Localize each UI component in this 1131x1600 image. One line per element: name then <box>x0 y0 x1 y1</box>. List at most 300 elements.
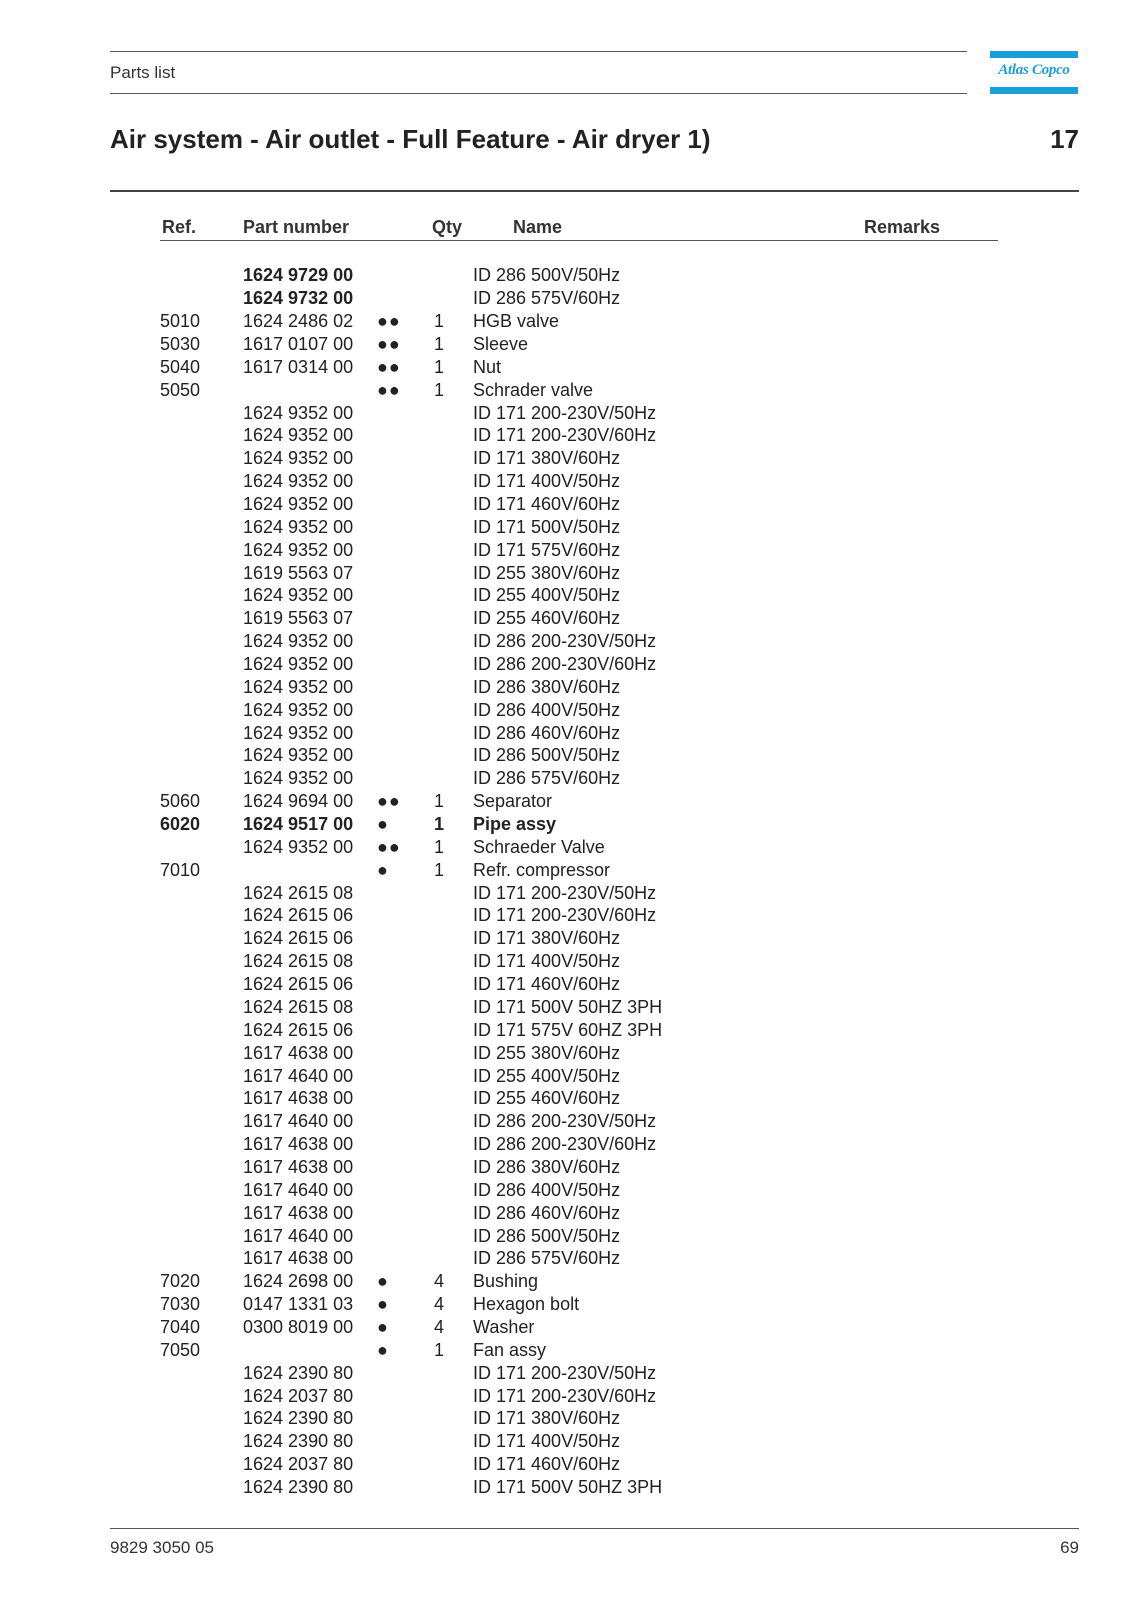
qty-cell <box>434 1407 473 1430</box>
qty-cell <box>434 996 473 1019</box>
marker-cell: ● <box>377 1316 389 1337</box>
name-cell: Refr. compressor <box>473 859 611 880</box>
remarks-cell <box>823 698 973 721</box>
marker-cell <box>377 721 434 744</box>
remarks-cell <box>823 1041 973 1064</box>
marker-cell <box>377 904 434 927</box>
section-label: Parts list <box>110 63 176 82</box>
ref-cell: 7030 <box>160 1294 201 1315</box>
name-cell: ID 286 500V/50Hz <box>473 745 621 766</box>
ref-cell <box>160 653 243 676</box>
qty-cell <box>434 264 473 287</box>
qty-cell <box>434 1247 473 1270</box>
ref-cell <box>160 881 243 904</box>
qty-cell <box>434 927 473 950</box>
qty-cell <box>434 493 473 516</box>
marker-cell <box>377 1224 434 1247</box>
marker-cell: ●● <box>377 334 401 354</box>
part-number-cell <box>243 858 377 881</box>
table-row <box>160 1338 973 1361</box>
table-row <box>160 698 973 721</box>
ref-cell <box>160 1453 243 1476</box>
table-row <box>160 333 973 356</box>
name-cell: ID 171 400V/50Hz <box>473 471 621 492</box>
name-cell: Nut <box>473 356 502 377</box>
table-row <box>160 721 973 744</box>
qty-cell <box>434 630 473 653</box>
remarks-cell <box>823 858 973 881</box>
qty-cell <box>434 904 473 927</box>
qty-cell <box>434 584 473 607</box>
table-row <box>160 538 973 561</box>
table-row <box>160 1293 973 1316</box>
ref-cell <box>160 1064 243 1087</box>
part-number-cell: 1624 9517 00 <box>243 814 354 835</box>
remarks-cell <box>823 264 973 287</box>
marker-cell: ●● <box>377 836 401 857</box>
part-number-cell: 1624 9352 00 <box>243 654 354 675</box>
remarks-cell <box>823 447 973 470</box>
ref-cell <box>160 835 243 858</box>
ref-cell <box>160 630 243 653</box>
ref-cell <box>160 1133 243 1156</box>
ref-cell <box>160 950 243 973</box>
ref-cell <box>160 264 243 287</box>
marker-cell <box>377 515 434 538</box>
part-number-cell: 1617 0314 00 <box>243 356 354 377</box>
part-number-cell: 1624 2037 80 <box>243 1454 354 1475</box>
part-number-cell: 1624 2037 80 <box>243 1385 354 1406</box>
name-cell: ID 286 200-230V/50Hz <box>473 1111 657 1132</box>
ref-cell <box>160 1224 243 1247</box>
qty-cell <box>434 287 473 310</box>
column-header-remarks: Remarks <box>864 217 941 237</box>
table-row <box>160 401 973 424</box>
table-row <box>160 790 973 813</box>
name-cell: ID 255 400V/50Hz <box>473 1065 621 1086</box>
part-number-cell: 1617 4638 00 <box>243 1088 354 1109</box>
ref-cell <box>160 1384 243 1407</box>
name-cell: ID 286 380V/60Hz <box>473 1156 621 1177</box>
table-row <box>160 515 973 538</box>
ref-cell <box>160 607 243 630</box>
marker-cell: ● <box>377 1294 389 1315</box>
name-cell: ID 286 575V/60Hz <box>473 1248 621 1269</box>
qty-cell <box>434 1361 473 1384</box>
table-row <box>160 1087 973 1110</box>
remarks-cell <box>823 996 973 1019</box>
table-row <box>160 1178 973 1201</box>
qty-cell: 1 <box>434 1339 445 1360</box>
part-number-cell: 1624 2615 06 <box>243 974 354 995</box>
marker-cell: ●● <box>377 311 401 332</box>
name-cell: ID 286 200-230V/60Hz <box>473 654 657 675</box>
table-row <box>160 927 973 950</box>
name-cell: ID 171 500V 50HZ 3PH <box>473 996 663 1017</box>
marker-cell <box>377 264 434 287</box>
qty-cell <box>434 1453 473 1476</box>
remarks-cell <box>823 310 973 333</box>
remarks-cell <box>823 493 973 516</box>
qty-cell <box>434 1064 473 1087</box>
remarks-cell <box>823 1407 973 1430</box>
remarks-cell <box>823 1384 973 1407</box>
ref-cell <box>160 996 243 1019</box>
table-row <box>160 607 973 630</box>
logo-band-top <box>990 51 1078 58</box>
qty-cell <box>434 973 473 996</box>
ref-cell: 5040 <box>160 356 201 377</box>
qty-cell <box>434 1133 473 1156</box>
column-header-name: Name <box>513 217 563 237</box>
marker-cell <box>377 1133 434 1156</box>
remarks-cell <box>823 401 973 424</box>
marker-cell <box>377 767 434 790</box>
table-row <box>160 1133 973 1156</box>
name-cell: ID 171 200-230V/60Hz <box>473 425 657 446</box>
qty-cell <box>434 447 473 470</box>
ref-cell <box>160 1201 243 1224</box>
part-number-cell: 1624 9352 00 <box>243 425 354 446</box>
remarks-cell <box>823 1224 973 1247</box>
marker-cell <box>377 1476 434 1499</box>
marker-cell <box>377 881 434 904</box>
remarks-cell <box>823 1064 973 1087</box>
table-row <box>160 835 973 858</box>
name-cell: ID 255 380V/60Hz <box>473 1042 621 1063</box>
name-cell: Pipe assy <box>473 814 557 835</box>
remarks-cell <box>823 767 973 790</box>
remarks-cell <box>823 1133 973 1156</box>
section-number: 17 <box>1050 124 1079 154</box>
column-header-rule <box>160 240 998 241</box>
name-cell: ID 286 575V/60Hz <box>473 288 621 309</box>
table-row <box>160 996 973 1019</box>
table-row <box>160 447 973 470</box>
name-cell: ID 255 400V/50Hz <box>473 585 621 606</box>
part-number-cell: 1624 2390 80 <box>243 1408 354 1429</box>
title-rule <box>110 190 1079 192</box>
qty-cell <box>434 470 473 493</box>
table-row <box>160 1384 973 1407</box>
ref-cell <box>160 401 243 424</box>
marker-cell <box>377 950 434 973</box>
remarks-cell <box>823 1338 973 1361</box>
logo-wordmark: Atlas Copco <box>998 62 1070 78</box>
page-title: Air system - Air outlet - Full Feature - Air dryer 1) <box>110 124 711 154</box>
part-number-cell: 1617 4638 00 <box>243 1134 354 1155</box>
atlas-copco-logo <box>990 51 1078 94</box>
ref-cell <box>160 493 243 516</box>
part-number-cell: 1624 9352 00 <box>243 516 354 537</box>
qty-cell <box>434 1430 473 1453</box>
remarks-cell <box>823 538 973 561</box>
qty-cell <box>434 1110 473 1133</box>
qty-cell <box>434 1087 473 1110</box>
name-cell: ID 286 500V/50Hz <box>473 1225 621 1246</box>
ref-cell <box>160 1110 243 1133</box>
part-number-cell: 1624 9732 00 <box>243 288 354 309</box>
marker-cell <box>377 744 434 767</box>
part-number-cell: 1624 2615 06 <box>243 905 354 926</box>
ref-cell: 6020 <box>160 814 201 835</box>
part-number-cell: 1624 9352 00 <box>243 836 354 857</box>
qty-cell: 1 <box>434 859 445 880</box>
ref-cell <box>160 538 243 561</box>
qty-cell <box>434 538 473 561</box>
part-number-cell: 1624 9352 00 <box>243 768 354 789</box>
part-number-cell: 1624 9352 00 <box>243 539 354 560</box>
remarks-cell <box>823 470 973 493</box>
marker-cell <box>377 1361 434 1384</box>
ref-cell <box>160 927 243 950</box>
marker-cell <box>377 287 434 310</box>
marker-cell <box>377 1156 434 1179</box>
remarks-cell <box>823 790 973 813</box>
parts-table <box>160 264 973 1498</box>
part-number-cell: 1624 9352 00 <box>243 745 354 766</box>
part-number-cell: 1617 4640 00 <box>243 1111 354 1132</box>
part-number-cell: 1624 9352 00 <box>243 402 354 423</box>
table-row <box>160 653 973 676</box>
ref-cell: 5030 <box>160 334 201 354</box>
table-row <box>160 1316 973 1339</box>
marker-cell <box>377 607 434 630</box>
ref-cell <box>160 1407 243 1430</box>
ref-cell <box>160 744 243 767</box>
marker-cell <box>377 973 434 996</box>
qty-cell <box>434 950 473 973</box>
name-cell: ID 171 460V/60Hz <box>473 494 621 515</box>
marker-cell <box>377 698 434 721</box>
marker-cell <box>377 927 434 950</box>
ref-cell: 7050 <box>160 1339 201 1360</box>
ref-cell <box>160 675 243 698</box>
qty-cell <box>434 675 473 698</box>
marker-cell <box>377 1087 434 1110</box>
ref-cell <box>160 470 243 493</box>
column-header-qty: Qty <box>432 217 463 237</box>
remarks-cell <box>823 1087 973 1110</box>
document-number: 9829 3050 05 <box>110 1538 214 1557</box>
part-number-cell: 1617 4638 00 <box>243 1156 354 1177</box>
ref-cell <box>160 1361 243 1384</box>
table-row <box>160 264 973 287</box>
marker-cell <box>377 1384 434 1407</box>
ref-cell <box>160 1476 243 1499</box>
part-number-cell: 1617 4640 00 <box>243 1225 354 1246</box>
part-number-cell: 1624 9352 00 <box>243 494 354 515</box>
name-cell: ID 171 500V/50Hz <box>473 516 621 537</box>
qty-cell: 1 <box>434 356 445 377</box>
name-cell: ID 286 200-230V/60Hz <box>473 1134 657 1155</box>
table-row <box>160 493 973 516</box>
qty-cell <box>434 561 473 584</box>
ref-cell <box>160 1156 243 1179</box>
name-cell: Schrader valve <box>473 379 594 400</box>
table-row <box>160 378 973 401</box>
marker-cell <box>377 1018 434 1041</box>
remarks-cell <box>823 653 973 676</box>
name-cell: ID 286 575V/60Hz <box>473 768 621 789</box>
part-number-cell: 1624 9352 00 <box>243 722 354 743</box>
name-cell: ID 171 575V/60Hz <box>473 539 621 560</box>
table-row <box>160 1270 973 1293</box>
name-cell: Hexagon bolt <box>473 1294 580 1315</box>
marker-cell: ● <box>377 1339 389 1360</box>
ref-cell <box>160 1247 243 1270</box>
ref-cell <box>160 447 243 470</box>
name-cell: ID 286 400V/50Hz <box>473 1179 621 1200</box>
part-number-cell: 1624 2698 00 <box>243 1271 354 1292</box>
marker-cell: ●● <box>377 356 401 377</box>
ref-cell: 7040 <box>160 1316 201 1337</box>
table-row <box>160 1041 973 1064</box>
name-cell: ID 171 200-230V/50Hz <box>473 402 657 423</box>
remarks-cell <box>823 1018 973 1041</box>
marker-cell <box>377 1041 434 1064</box>
table-row <box>160 1476 973 1499</box>
qty-cell <box>434 424 473 447</box>
part-number-cell: 1624 9352 00 <box>243 585 354 606</box>
qty-cell <box>434 881 473 904</box>
marker-cell <box>377 538 434 561</box>
name-cell: ID 286 500V/50Hz <box>473 265 621 286</box>
remarks-cell <box>823 744 973 767</box>
part-number-cell: 1624 9352 00 <box>243 631 354 652</box>
name-cell: HGB valve <box>473 311 560 332</box>
remarks-cell <box>823 1453 973 1476</box>
part-number-cell: 1624 2615 08 <box>243 882 354 903</box>
table-row <box>160 1064 973 1087</box>
remarks-cell <box>823 1270 973 1293</box>
remarks-cell <box>823 1178 973 1201</box>
part-number-cell: 1617 4638 00 <box>243 1202 354 1223</box>
ref-cell <box>160 767 243 790</box>
marker-cell <box>377 1430 434 1453</box>
qty-cell <box>434 767 473 790</box>
name-cell: ID 171 380V/60Hz <box>473 1408 621 1429</box>
part-number-cell: 1624 9694 00 <box>243 791 354 812</box>
remarks-cell <box>823 1293 973 1316</box>
name-cell: ID 171 460V/60Hz <box>473 974 621 995</box>
name-cell: ID 171 200-230V/50Hz <box>473 1362 657 1383</box>
marker-cell <box>377 630 434 653</box>
part-number-cell: 1624 9729 00 <box>243 265 354 286</box>
name-cell: ID 171 200-230V/50Hz <box>473 882 657 903</box>
marker-cell <box>377 1247 434 1270</box>
footer-rule <box>110 1528 1079 1529</box>
remarks-cell <box>823 515 973 538</box>
qty-cell: 1 <box>434 836 445 857</box>
qty-cell <box>434 515 473 538</box>
part-number-cell: 1624 9352 00 <box>243 676 354 697</box>
table-row <box>160 470 973 493</box>
name-cell: ID 255 460V/60Hz <box>473 1088 621 1109</box>
parts-table-body <box>160 264 973 1498</box>
table-row <box>160 1224 973 1247</box>
qty-cell <box>434 721 473 744</box>
qty-cell: 4 <box>434 1271 445 1292</box>
marker-cell <box>377 996 434 1019</box>
name-cell: ID 171 200-230V/60Hz <box>473 1385 657 1406</box>
part-number-cell: 1617 0107 00 <box>243 334 354 354</box>
remarks-cell <box>823 950 973 973</box>
part-number-cell: 1624 2615 06 <box>243 928 354 949</box>
marker-cell <box>377 1178 434 1201</box>
remarks-cell <box>823 927 973 950</box>
part-number-cell: 1624 9352 00 <box>243 448 354 469</box>
marker-cell <box>377 561 434 584</box>
qty-cell: 1 <box>434 379 445 400</box>
qty-cell: 4 <box>434 1316 445 1337</box>
name-cell: ID 171 380V/60Hz <box>473 448 621 469</box>
marker-cell <box>377 584 434 607</box>
name-cell: ID 171 460V/60Hz <box>473 1454 621 1475</box>
remarks-cell <box>823 721 973 744</box>
name-cell: Fan assy <box>473 1339 547 1360</box>
qty-cell <box>434 401 473 424</box>
table-row <box>160 1430 973 1453</box>
ref-cell <box>160 1430 243 1453</box>
qty-cell <box>434 1224 473 1247</box>
ref-cell <box>160 973 243 996</box>
name-cell: ID 171 380V/60Hz <box>473 928 621 949</box>
remarks-cell <box>823 1316 973 1339</box>
remarks-cell <box>823 630 973 653</box>
marker-cell <box>377 447 434 470</box>
column-header-ref: Ref. <box>162 217 197 237</box>
name-cell: Washer <box>473 1316 535 1337</box>
table-row <box>160 584 973 607</box>
name-cell: ID 286 380V/60Hz <box>473 676 621 697</box>
qty-cell <box>434 1178 473 1201</box>
part-number-cell: 1624 9352 00 <box>243 699 354 720</box>
column-header-part-number: Part number <box>243 217 350 237</box>
table-row <box>160 1156 973 1179</box>
remarks-cell <box>823 973 973 996</box>
ref-cell <box>160 904 243 927</box>
part-number-cell: 1619 5563 07 <box>243 562 354 583</box>
header-top-rule <box>110 51 967 52</box>
marker-cell <box>377 1407 434 1430</box>
ref-cell <box>160 721 243 744</box>
part-number-cell: 0300 8019 00 <box>243 1316 354 1337</box>
name-cell: ID 286 400V/50Hz <box>473 699 621 720</box>
ref-cell: 7010 <box>160 859 201 880</box>
remarks-cell <box>823 378 973 401</box>
qty-cell <box>434 1041 473 1064</box>
marker-cell: ●● <box>377 791 401 812</box>
marker-cell: ● <box>377 1271 389 1292</box>
ref-cell <box>160 1018 243 1041</box>
table-row <box>160 904 973 927</box>
name-cell: Sleeve <box>473 334 529 354</box>
part-number-cell: 1617 4638 00 <box>243 1248 354 1269</box>
qty-cell <box>434 744 473 767</box>
table-row <box>160 1110 973 1133</box>
table-row <box>160 630 973 653</box>
marker-cell: ● <box>377 814 389 835</box>
remarks-cell <box>823 1476 973 1499</box>
marker-cell <box>377 470 434 493</box>
part-number-cell: 1617 4640 00 <box>243 1179 354 1200</box>
remarks-cell <box>823 1247 973 1270</box>
name-cell: ID 171 400V/50Hz <box>473 951 621 972</box>
remarks-cell <box>823 584 973 607</box>
name-cell: ID 171 400V/50Hz <box>473 1431 621 1452</box>
name-cell: ID 286 200-230V/50Hz <box>473 631 657 652</box>
